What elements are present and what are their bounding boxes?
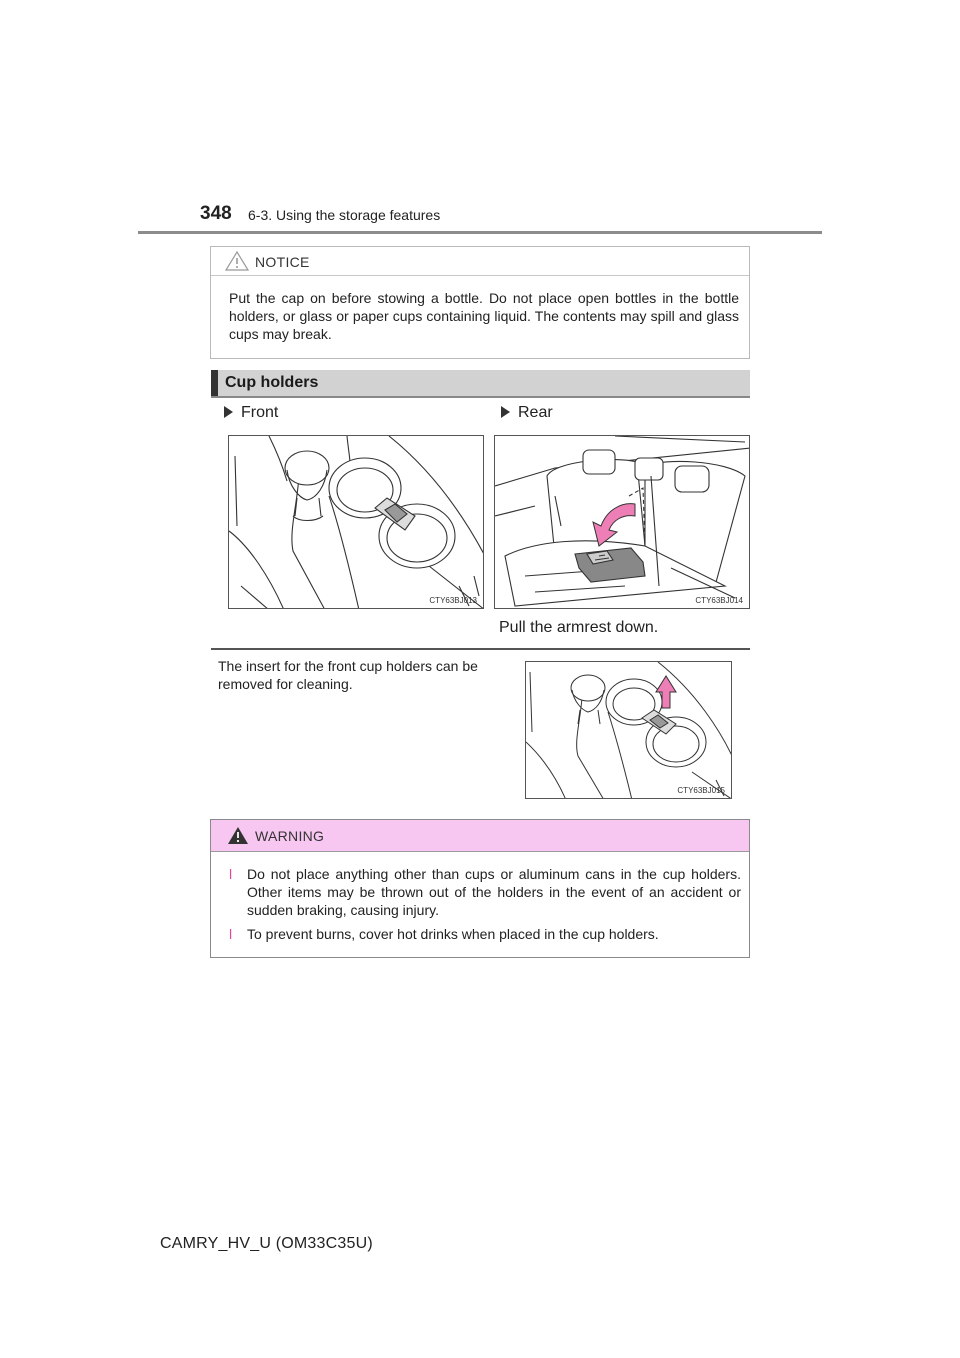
bullet-mark: l bbox=[229, 926, 233, 942]
triangle-arrow-icon bbox=[501, 406, 510, 418]
rear-caption: Pull the armrest down. bbox=[499, 619, 659, 636]
notice-label: NOTICE bbox=[255, 254, 310, 270]
rear-armrest-illustration bbox=[494, 435, 750, 609]
rear-seat-drawing bbox=[495, 436, 750, 609]
header-rule bbox=[138, 231, 822, 234]
cup-holders-title: Cup holders bbox=[225, 374, 319, 391]
warning-list bbox=[229, 865, 741, 949]
footer-model-code: CAMRY_HV_U (OM33C35U) bbox=[160, 1235, 373, 1252]
rear-figure-code: CTY63BJ014 bbox=[695, 596, 743, 605]
warning-item-text: Do not place anything other than cups or aluminum cans in the cup holders. Other items may be thrown out of the holders in the event of an accident or sudden braking, causing injury. bbox=[247, 866, 741, 918]
warning-label: WARNING bbox=[255, 828, 325, 844]
insert-removal-text: The insert for the front cup holders can be removed for cleaning. bbox=[218, 658, 478, 692]
notice-text: Put the cap on before stowing a bottle. Do not place open bottles in the bottle holders, or glass or paper cups containing liquid. The contents may spill and glass cups may break. bbox=[229, 290, 739, 342]
front-label bbox=[224, 404, 278, 422]
insert-removal-drawing bbox=[526, 662, 732, 799]
warning-header bbox=[211, 820, 749, 852]
front-label-text: Front bbox=[241, 404, 279, 421]
caution-triangle-icon bbox=[225, 251, 249, 271]
notice-box bbox=[210, 246, 750, 359]
rear-label-text: Rear bbox=[518, 404, 553, 421]
section-title: 6-3. Using the storage features bbox=[248, 207, 441, 223]
heading-accent-bar bbox=[211, 370, 218, 396]
warning-triangle-icon bbox=[227, 826, 249, 845]
bullet-mark: l bbox=[229, 866, 233, 882]
front-figure-code: CTY63BJ013 bbox=[429, 596, 477, 605]
cup-holders-heading bbox=[211, 370, 750, 398]
insert-figure-code: CTY63BJ015 bbox=[677, 786, 725, 795]
front-cup-holder-illustration bbox=[228, 435, 484, 609]
rear-label bbox=[501, 404, 553, 422]
notice-header bbox=[211, 247, 749, 276]
list-item bbox=[229, 865, 741, 919]
triangle-arrow-icon bbox=[224, 406, 233, 418]
warning-item-text: To prevent burns, cover hot drinks when placed in the cup holders. bbox=[247, 926, 659, 942]
section-divider bbox=[211, 648, 750, 650]
warning-box bbox=[210, 819, 750, 958]
list-item bbox=[229, 925, 741, 943]
insert-removal-illustration bbox=[525, 661, 732, 799]
front-console-drawing bbox=[229, 436, 484, 609]
page-number: 348 bbox=[200, 203, 232, 224]
